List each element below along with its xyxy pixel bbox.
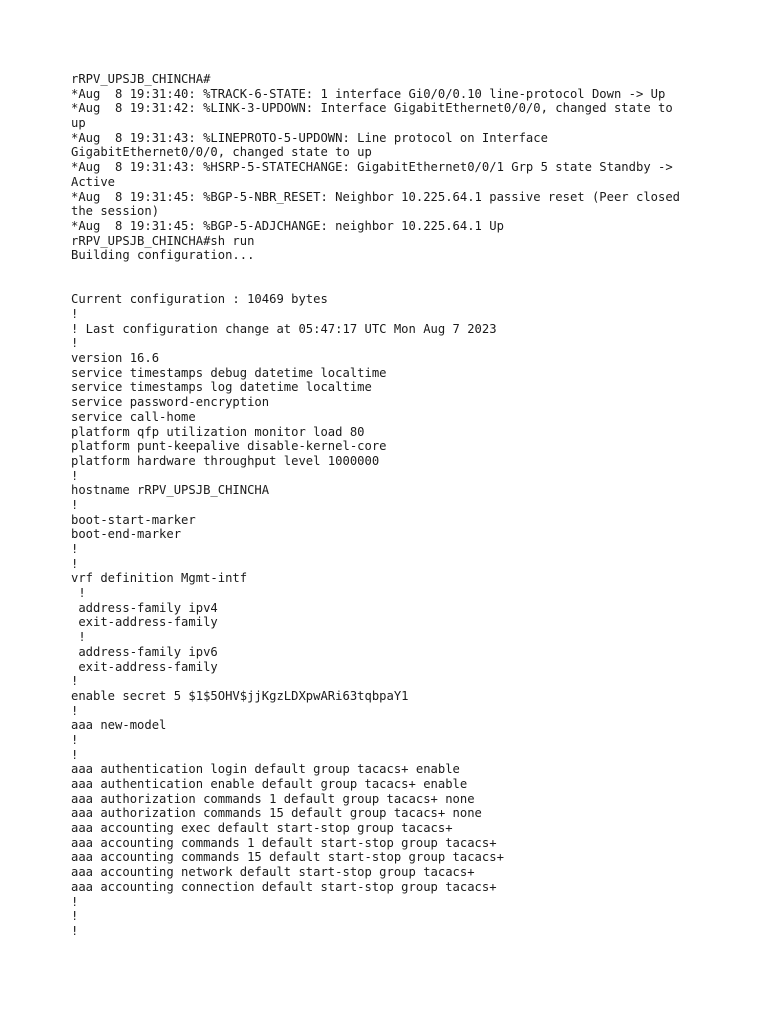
config-line: *Aug 8 19:31:43: %LINEPROTO-5-UPDOWN: Line protocol on Interface [71, 130, 548, 145]
config-line: aaa accounting commands 15 default start-stop group tacacs+ [71, 850, 504, 865]
config-line: ! [71, 336, 79, 351]
config-line: exit-address-family [71, 659, 218, 674]
config-line: boot-end-marker [71, 527, 182, 542]
config-line: platform punt-keepalive disable-kernel-core [71, 439, 387, 454]
config-line: ! [71, 468, 79, 483]
config-line: ! [71, 894, 79, 909]
config-line: aaa new-model [71, 718, 167, 733]
config-line: ! [71, 909, 79, 924]
config-line: aaa accounting network default start-stop group tacacs+ [71, 865, 475, 880]
config-line: boot-start-marker [71, 512, 196, 527]
config-line: ! [71, 307, 79, 321]
config-line: platform hardware throughput level 1000000 [71, 453, 380, 468]
config-line: service timestamps log datetime localtime [71, 380, 372, 395]
config-line: ! [71, 747, 79, 762]
config-line: aaa authorization commands 1 default group tacacs+ none [71, 791, 475, 806]
config-line: vrf definition Mgmt-intf [71, 571, 248, 586]
config-line: Active [71, 174, 116, 189]
config-line: rRPV_UPSJB_CHINCHA#sh run [71, 233, 255, 248]
config-line: *Aug 8 19:31:43: %HSRP-5-STATECHANGE: GigabitEthernet0/0/1 Grp 5 state Standby -> [71, 160, 673, 175]
config-line: ! [71, 586, 86, 601]
config-line: *Aug 8 19:31:42: %LINK-3-UPDOWN: Interface GigabitEthernet0/0/0, changed state to [71, 101, 673, 116]
config-line: the session) [71, 204, 160, 219]
config-line: aaa authorization commands 15 default group tacacs+ none [71, 806, 482, 821]
config-line: service password-encryption [71, 395, 270, 410]
config-line: enable secret 5 $1$5OHV$jjKgzLDXpwARi63tqbpaY1 [71, 688, 409, 703]
config-line: exit-address-family [71, 615, 218, 630]
config-line [71, 263, 731, 278]
config-line: ! [71, 703, 79, 718]
config-line: ! Last configuration change at 05:47:17 UTC Mon Aug 7 2023 [71, 321, 497, 336]
config-line: platform qfp utilization monitor load 80 [71, 424, 365, 439]
config-line: address-family ipv4 [71, 600, 218, 615]
config-line: ! [71, 923, 79, 938]
config-line: Building configuration... [71, 248, 255, 263]
config-line: service timestamps debug datetime localtime [71, 365, 387, 380]
config-line: Current configuration : 10469 bytes [71, 292, 328, 307]
config-line [71, 278, 731, 293]
config-line: rRPV_UPSJB_CHINCHA# [71, 72, 211, 86]
config-line: *Aug 8 19:31:45: %BGP-5-NBR_RESET: Neighbor 10.225.64.1 passive reset (Peer closed [71, 189, 681, 204]
config-line: aaa authentication enable default group tacacs+ enable [71, 777, 468, 791]
config-line: version 16.6 [71, 351, 160, 366]
config-line: *Aug 8 19:31:45: %BGP-5-ADJCHANGE: neighbor 10.225.64.1 Up [71, 218, 504, 233]
config-line: hostname rRPV_UPSJB_CHINCHA [71, 483, 270, 498]
config-line: GigabitEthernet0/0/0, changed state to up [71, 145, 372, 160]
config-line: service call-home [71, 409, 196, 424]
config-line: *Aug 8 19:31:40: %TRACK-6-STATE: 1 interface Gi0/0/0.10 line-protocol Down -> Up [71, 86, 666, 101]
config-line: ! [71, 732, 79, 747]
config-line: ! [71, 497, 79, 512]
terminal-output-text [71, 72, 731, 939]
config-line: aaa accounting exec default start-stop group tacacs+ [71, 821, 453, 836]
config-line: up [71, 116, 86, 131]
config-line: aaa authentication login default group tacacs+ enable [71, 762, 460, 777]
config-line: address-family ipv6 [71, 644, 218, 659]
config-line: ! [71, 630, 86, 645]
config-line: ! [71, 674, 79, 689]
config-line: ! [71, 556, 79, 571]
config-line: aaa accounting commands 1 default start-stop group tacacs+ [71, 835, 497, 850]
config-line: aaa accounting connection default start-stop group tacacs+ [71, 879, 497, 894]
config-line: ! [71, 542, 79, 556]
